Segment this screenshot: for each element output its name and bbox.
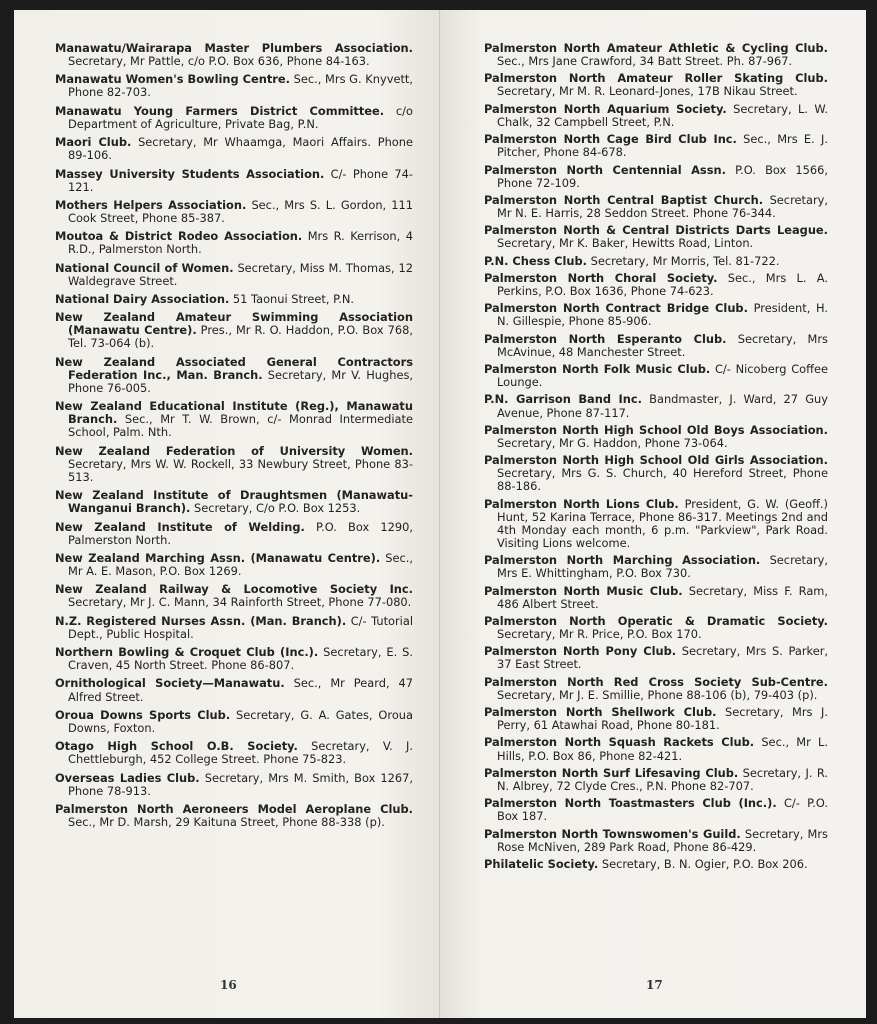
organization-name: Oroua Downs Sports Club. bbox=[55, 707, 231, 722]
directory-entry bbox=[484, 858, 828, 871]
organization-name: National Council of Women. bbox=[55, 260, 234, 275]
organization-details: Secretary, Mrs W. W. Rockell, 33 Newbury Street, Phone 83-513. bbox=[68, 456, 413, 484]
organization-details: C/- Nicoberg Coffee Lounge. bbox=[497, 362, 828, 390]
organization-name: Palmerston North & Central Districts Darts League. bbox=[484, 223, 828, 238]
organization-name: Palmerston North Townswomen's Guild. bbox=[484, 826, 741, 841]
organization-name: New Zealand Institute of Welding. bbox=[55, 519, 305, 534]
organization-details: c/o Department of Agriculture, Private Bag, P.N. bbox=[68, 103, 413, 131]
directory-entry bbox=[484, 164, 828, 190]
organization-name: Palmerston North Lions Club. bbox=[484, 496, 679, 511]
directory-entry bbox=[484, 454, 828, 493]
organization-name: National Dairy Association. bbox=[55, 292, 230, 306]
organization-details: Secretary, Mrs E. Whittingham, P.O. Box 730. bbox=[497, 553, 828, 581]
organization-details: Secretary, Mrs Rose McNiven, 289 Park Road, Phone 86-429. bbox=[497, 826, 828, 854]
organization-name: Palmerston North Amateur Roller Skating Club. bbox=[484, 71, 828, 86]
organization-name: Palmerston North Aeroneers Model Aeroplane Club. bbox=[55, 801, 413, 816]
organization-details: Sec., Mrs E. J. Pitcher, Phone 84-678. bbox=[497, 132, 828, 160]
organization-name: New Zealand Associated General Contractors Federation Inc., Man. Branch. bbox=[55, 354, 413, 382]
directory-entry bbox=[55, 168, 413, 194]
organization-details: Sec., Mrs G. Knyvett, Phone 82-703. bbox=[68, 72, 414, 100]
organization-name: Palmerston North Squash Rackets Club. bbox=[484, 735, 755, 750]
organization-name: Palmerston North Cage Bird Club Inc. bbox=[484, 132, 737, 147]
organization-name: New Zealand Marching Assn. (Manawatu Centre). bbox=[55, 550, 381, 565]
organization-name: Manawatu Women's Bowling Centre. bbox=[55, 72, 290, 87]
directory-entry bbox=[484, 585, 828, 611]
organization-details: Sec., Mrs L. A. Perkins, P.O. Box 1636, Phone 74-623. bbox=[497, 270, 828, 298]
directory-entry bbox=[55, 73, 413, 99]
directory-entry bbox=[484, 828, 828, 854]
organization-details: Secretary, Mr J. C. Mann, 34 Rainforth Street, Phone 77-080. bbox=[68, 595, 412, 610]
organization-details: C/- Tutorial Dept., Public Hospital. bbox=[68, 613, 413, 641]
organization-name: New Zealand Railway & Locomotive Society Inc. bbox=[55, 582, 413, 597]
organization-name: P.N. Chess Club. bbox=[484, 253, 587, 268]
left-page bbox=[14, 10, 440, 1018]
organization-details: Secretary, L. W. Chalk, 32 Campbell Street, P.N. bbox=[497, 101, 828, 129]
organization-name: Otago High School O.B. Society. bbox=[55, 739, 298, 754]
directory-entry bbox=[484, 554, 828, 580]
organization-name: Philatelic Society. bbox=[484, 856, 599, 871]
organization-details: Secretary, Mr V. Hughes, Phone 76-005. bbox=[68, 367, 414, 395]
organization-details: Secretary, Mrs McAvinue, 48 Manchester Street. bbox=[497, 331, 828, 359]
organization-details: Bandmaster, J. Ward, 27 Guy Avenue, Phone 87-117. bbox=[497, 392, 829, 420]
organization-name: Palmerston North Toastmasters Club (Inc.). bbox=[484, 796, 777, 811]
organization-name: Palmerston North Pony Club. bbox=[484, 644, 677, 659]
directory-entry bbox=[484, 224, 828, 250]
directory-entry bbox=[55, 445, 413, 484]
directory-entry bbox=[484, 333, 828, 359]
directory-entry bbox=[55, 772, 413, 798]
organization-details: Sec., Mr D. Marsh, 29 Kaituna Street, Phone 88-338 (p). bbox=[68, 815, 385, 829]
directory-entry bbox=[55, 803, 413, 829]
directory-entry bbox=[55, 311, 413, 350]
organization-details: Secretary, Mr Morris, Tel. 81-722. bbox=[590, 253, 780, 268]
organization-name: Palmerston North Centennial Assn. bbox=[484, 162, 726, 177]
directory-entry bbox=[484, 255, 828, 268]
organization-name: Manawatu/Wairarapa Master Plumbers Association. bbox=[55, 41, 413, 55]
directory-entry bbox=[484, 103, 828, 129]
organization-name: Palmerston North Amateur Athletic & Cycling Club. bbox=[484, 41, 828, 55]
organization-details: President, H. N. Gillespie, Phone 85-906. bbox=[497, 301, 828, 329]
organization-details: Secretary, V. J. Chettleburgh, 452 College Street. Phone 75-823. bbox=[68, 739, 413, 767]
organization-name: Palmerston North Contract Bridge Club. bbox=[484, 301, 748, 316]
organization-name: Palmerston North Choral Society. bbox=[484, 270, 718, 285]
organization-name: New Zealand Amateur Swimming Association (Manawatu Centre). bbox=[55, 310, 413, 338]
organization-details: C/- P.O. Box 187. bbox=[497, 796, 828, 824]
organization-name: Overseas Ladies Club. bbox=[55, 770, 200, 785]
organization-details: Mrs R. Kerrison, 4 R.D., Palmerston North. bbox=[68, 229, 413, 257]
directory-entry bbox=[55, 136, 413, 162]
organization-details: Secretary, C/o P.O. Box 1253. bbox=[194, 501, 361, 516]
organization-details: Sec., Mr T. W. Brown, c/- Monrad Intermediate School, Palm. Nth. bbox=[68, 412, 413, 440]
organization-details: Sec., Mrs Jane Crawford, 34 Batt Street. Ph. 87-967. bbox=[497, 54, 793, 69]
organization-details: C/- Phone 74-121. bbox=[68, 166, 414, 194]
organization-details: President, G. W. (Geoff.) Hunt, 52 Karina Terrace, Phone 86-317. Meetings 2nd and 4th Monday each month, 6 p.m. "Parkview", Park Road. Visiting Lions welcome. bbox=[497, 496, 828, 550]
organization-name: Massey University Students Association. bbox=[55, 166, 325, 181]
directory-entry bbox=[484, 272, 828, 298]
directory-entry bbox=[55, 646, 413, 672]
organization-details: Secretary, G. A. Gates, Oroua Downs, Foxton. bbox=[68, 707, 413, 735]
organization-details: Secretary, Mr M. R. Leonard-Jones, 17B Nikau Street. bbox=[497, 84, 798, 99]
directory-entry bbox=[484, 424, 828, 450]
directory-entry bbox=[55, 400, 413, 439]
directory-entry bbox=[484, 676, 828, 702]
directory-entry bbox=[55, 615, 413, 641]
directory-entry bbox=[55, 521, 413, 547]
directory-entry bbox=[484, 133, 828, 159]
organization-name: Palmerston North Shellwork Club. bbox=[484, 705, 717, 720]
organization-details: Sec., Mr Peard, 47 Alfred Street. bbox=[68, 676, 414, 704]
organization-details: Secretary, Mr Whaamga, Maori Affairs. Phone 89-106. bbox=[68, 135, 413, 163]
directory-entry bbox=[484, 736, 828, 762]
organization-details: Secretary, Mr J. E. Smillie, Phone 88-106 (b), 79-403 (p). bbox=[497, 687, 818, 702]
organization-details: Secretary, Mr R. Price, P.O. Box 170. bbox=[497, 627, 702, 642]
organization-name: Mothers Helpers Association. bbox=[55, 197, 247, 212]
organization-name: P.N. Garrison Band Inc. bbox=[484, 392, 642, 407]
organization-details: Secretary, Miss M. Thomas, 12 Waldegrave Street. bbox=[68, 260, 413, 288]
directory-entry bbox=[55, 740, 413, 766]
organization-name: Palmerston North Operatic & Dramatic Society. bbox=[484, 613, 828, 628]
directory-entry bbox=[484, 72, 828, 98]
organization-details: Secretary, Mr N. E. Harris, 28 Seddon Street. Phone 76-344. bbox=[497, 192, 828, 220]
right-entry-list bbox=[484, 42, 828, 871]
directory-entry bbox=[484, 363, 828, 389]
organization-name: Palmerston North Folk Music Club. bbox=[484, 362, 711, 377]
directory-entry bbox=[484, 615, 828, 641]
right-page bbox=[440, 10, 866, 1018]
organization-name: Palmerston North Marching Association. bbox=[484, 553, 761, 568]
organization-name: New Zealand Institute of Draughtsmen (Manawatu-Wanganui Branch). bbox=[55, 488, 413, 516]
organization-name: Palmerston North Central Baptist Church. bbox=[484, 192, 764, 207]
directory-entry bbox=[484, 767, 828, 793]
directory-entry bbox=[55, 262, 413, 288]
organization-name: Palmerston North Music Club. bbox=[484, 583, 683, 598]
organization-details: Secretary, Mrs S. Parker, 37 East Street. bbox=[497, 644, 829, 672]
organization-details: Secretary, Mr K. Baker, Hewitts Road, Linton. bbox=[497, 236, 754, 251]
directory-entry bbox=[55, 583, 413, 609]
directory-entry bbox=[55, 677, 413, 703]
organization-details: Secretary, J. R. N. Albrey, 72 Clyde Cres., P.N. Phone 82-707. bbox=[497, 765, 828, 793]
directory-entry bbox=[55, 293, 413, 306]
directory-entry bbox=[55, 42, 413, 68]
directory-entry bbox=[484, 42, 828, 68]
page-number-left: 16 bbox=[220, 978, 237, 992]
directory-entry bbox=[484, 302, 828, 328]
directory-entry bbox=[55, 552, 413, 578]
organization-details: Secretary, B. N. Ogier, P.O. Box 206. bbox=[601, 856, 808, 871]
organization-name: Palmerston North Esperanto Club. bbox=[484, 331, 727, 346]
organization-name: Maori Club. bbox=[55, 135, 132, 150]
organization-details: Pres., Mr R. O. Haddon, P.O. Box 768, Tel. 73-064 (b). bbox=[68, 323, 413, 351]
organization-name: N.Z. Registered Nurses Assn. (Man. Branch). bbox=[55, 613, 347, 628]
organization-details: Secretary, Mr Pattle, c/o P.O. Box 636, Phone 84-163. bbox=[68, 54, 370, 69]
organization-name: Northern Bowling & Croquet Club (Inc.). bbox=[55, 645, 319, 660]
left-entry-list bbox=[55, 42, 413, 829]
directory-entry bbox=[55, 105, 413, 131]
organization-details: 51 Taonui Street, P.N. bbox=[232, 292, 354, 306]
directory-entry bbox=[484, 498, 828, 550]
organization-details: P.O. Box 1566, Phone 72-109. bbox=[497, 162, 828, 190]
organization-name: New Zealand Educational Institute (Reg.), Manawatu Branch. bbox=[55, 399, 413, 427]
directory-entry bbox=[484, 797, 828, 823]
directory-entry bbox=[55, 709, 413, 735]
organization-details: Secretary, E. S. Craven, 45 North Street. Phone 86-807. bbox=[68, 645, 413, 673]
organization-details: P.O. Box 1290, Palmerston North. bbox=[68, 519, 413, 547]
directory-entry bbox=[484, 645, 828, 671]
directory-entry bbox=[55, 356, 413, 395]
organization-details: Sec., Mr A. E. Mason, P.O. Box 1269. bbox=[68, 550, 413, 578]
organization-name: Palmerston North Red Cross Society Sub-Centre. bbox=[484, 674, 828, 689]
organization-name: Moutoa & District Rodeo Association. bbox=[55, 229, 303, 244]
organization-details: Sec., Mrs S. L. Gordon, 111 Cook Street, Phone 85-387. bbox=[68, 197, 413, 225]
directory-entry bbox=[484, 194, 828, 220]
organization-details: Secretary, Mr G. Haddon, Phone 73-064. bbox=[497, 435, 728, 450]
organization-details: Secretary, Mrs G. S. Church, 40 Hereford Street, Phone 88-186. bbox=[497, 466, 828, 494]
organization-name: Palmerston North Aquarium Society. bbox=[484, 101, 727, 116]
directory-entry bbox=[55, 489, 413, 515]
organization-name: Palmerston North High School Old Girls Association. bbox=[484, 453, 828, 468]
page-number-right: 17 bbox=[646, 978, 663, 992]
directory-entry bbox=[484, 393, 828, 419]
organization-name: Palmerston North High School Old Boys Association. bbox=[484, 422, 828, 437]
organization-details: Secretary, Mrs M. Smith, Box 1267, Phone 78-913. bbox=[68, 770, 414, 798]
organization-name: New Zealand Federation of University Women. bbox=[55, 443, 413, 458]
organization-details: Sec., Mr L. Hills, P.O. Box 86, Phone 82-421. bbox=[497, 735, 828, 763]
directory-entry bbox=[484, 706, 828, 732]
organization-details: Secretary, Miss F. Ram, 486 Albert Street. bbox=[497, 583, 829, 611]
directory-entry bbox=[55, 230, 413, 256]
organization-details: Secretary, Mrs J. Perry, 61 Atawhai Road, Phone 80-181. bbox=[497, 705, 828, 733]
organization-name: Ornithological Society—Manawatu. bbox=[55, 676, 285, 691]
directory-entry bbox=[55, 199, 413, 225]
booklet-spread bbox=[14, 10, 866, 1018]
organization-name: Palmerston North Surf Lifesaving Club. bbox=[484, 765, 739, 780]
organization-name: Manawatu Young Farmers District Committee. bbox=[55, 103, 385, 118]
